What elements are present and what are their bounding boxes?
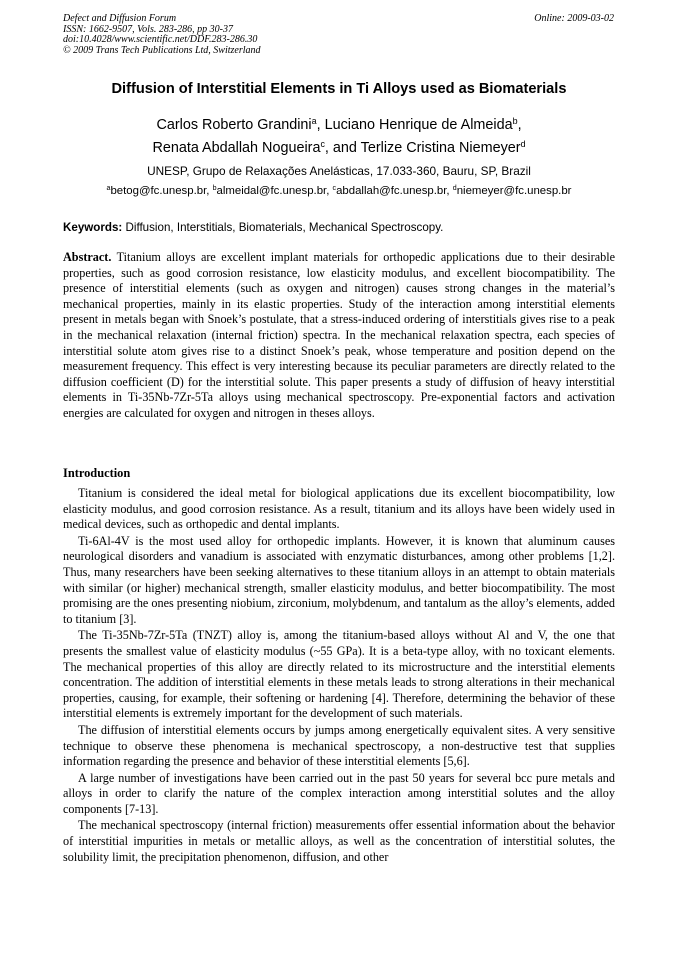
- paper-title: Diffusion of Interstitial Elements in Ti Alloys used as Biomaterials: [111, 81, 567, 97]
- keywords-text: Diffusion, Interstitials, Biomaterials, Mechanical Spectroscopy.: [122, 221, 444, 234]
- email-address: almeidal@fc.unesp.br,: [216, 185, 330, 197]
- author-superscript: a: [311, 116, 317, 127]
- author-name: Luciano Henrique de Almeida: [324, 117, 513, 133]
- author-superscript: b: [512, 116, 518, 127]
- section-heading-introduction: Introduction: [63, 466, 131, 480]
- author-name: Renata Abdallah Nogueira: [152, 140, 321, 156]
- author-line-1: Carlos Roberto Grandini$^a$, Luciano Henrique de Almeida$^b$,: [156, 116, 522, 133]
- author-superscript: d: [520, 139, 526, 150]
- paragraph: Titanium is considered the ideal metal for biological applications due its excellent biocompatibility, low elasticity modulus, and good corrosion resistance. As a result, titanium and its alloys have been widely used in medical devices, such as orthopedic and dental implants.: [63, 486, 615, 532]
- keywords: [63, 221, 615, 234]
- abstract-text: Titanium alloys are excellent implant materials for orthopedic applications due to their desirable properties, such as good corrosion resistance, low elasticity modulus, and excellent biocompatibility. The presence of interstitial elements (such as oxygen and nitrogen) causes strong changes in the material’s mechanical properties, mainly in its elastic properties. Study of the interaction among interstitial elements present in metals began with Snoek’s postulate, that a stress-induced ordering of interstitials gives rise to a peak in the mechanical relaxation (internal friction) spectra. In the mechanical relaxation spectra, each species of interstitial solute atom gives rise to a distinct Snoek’s peak, whose temperature and position depend on the measurement frequency. This effect is very interesting because its peculiar parameters are directly related to the diffusion coefficient (D) for the interstitial solute. This paper presents a study of diffusion of heavy interstitial elements in Ti-35Nb-7Zr-5Ta alloys using mechanical spectroscopy. Pre-exponential factors and activation energies are calculated for oxygen and nitrogen in theses alloys.: [63, 250, 615, 420]
- author-emails: $^a$betog@fc.unesp.br, $^b$almeidal@fc.unesp.br, $^c$abdallah@fc.unesp.br, $^d$niemeyer@fc.unesp.br: [106, 185, 572, 197]
- keywords-label: Keywords:: [63, 221, 123, 234]
- paragraph: The Ti-35Nb-7Zr-5Ta (TNZT) alloy is, among the titanium-based alloys without Al and V, the one that presents the smallest value of elasticity modulus (~55 GPa). It is a beta-type alloy, with no toxicant elements. The mechanical properties of this alloy are directly related to its microstructure and the interstitial elements concentration. The addition of interstitial elements in these metals leads to strong alterations in their mechanical properties, causing, for example, their softening or hardening [4]. Therefore, determining the behavior of these interstitial elements is extremely important for the development of such materials.: [63, 628, 615, 721]
- email-address: niemeyer@fc.unesp.br: [456, 185, 572, 197]
- author-line-2: Renata Abdallah Nogueira$^c$, and Terlize Cristina Niemeyer$^d$: [152, 139, 526, 156]
- abstract: [63, 250, 615, 423]
- email-address: abdallah@fc.unesp.br,: [336, 185, 450, 197]
- paragraph: The mechanical spectroscopy (internal friction) measurements offer essential information about the behavior of interstitial impurities in metals or metallic alloys, as well as the concentration of interstitial solutes, the solubility limit, the precipitation phenomenon, diffusion, and other: [63, 818, 615, 864]
- copyright-line: © 2009 Trans Tech Publications Ltd, Switzerland: [63, 44, 261, 56]
- paragraph: Ti-6Al-4V is the most used alloy for orthopedic implants. However, it is known that aluminum causes neurological disorders and vanadium is associated with enzymatic disturbances, among other problems [1,2]. Thus, many researchers have been seeking alternatives to these titanium alloys in an attempt to obtain materials with similar (or higher) mechanical strength, smaller elasticity modulus, and better biocompatibility. The most promising are the ones presenting niobium, zirconium, molybdenum, and tantalum as the alloy’s elements, added to titanium [3].: [63, 533, 615, 626]
- author-superscript: c: [320, 139, 325, 150]
- author-name: Carlos Roberto Grandini: [156, 117, 312, 133]
- paragraph: The diffusion of interstitial elements occurs by jumps among energetically equivalent sites. A very sensitive technique to observe these phenomena is mechanical spectroscopy, a non-destructive test that supplies information regarding the presence and behavior of these interstitial elements [5,6].: [63, 722, 615, 769]
- issn-line: ISSN: 1662-9507, Vols. 283-286, pp 30-37: [63, 23, 233, 35]
- author-name: Terlize Cristina Niemeyer: [360, 140, 521, 156]
- email-address: betog@fc.unesp.br,: [110, 185, 210, 197]
- paragraph: A large number of investigations have been carried out in the past 50 years for several bcc pure metals and alloys in order to clarify the nature of the complex interaction among interstitial solutes and the alloy components [7-13].: [63, 770, 615, 816]
- doi-line: doi:10.4028/www.scientific.net/DDF.283-286.30: [63, 34, 258, 46]
- abstract-label: Abstract.: [63, 250, 112, 264]
- journal-header: [63, 14, 261, 56]
- affiliation: UNESP, Grupo de Relaxações Anelásticas, 17.033-360, Bauru, SP, Brazil: [147, 164, 531, 178]
- online-date: Online: 2009-03-02: [534, 13, 614, 24]
- introduction-body: [63, 486, 615, 866]
- journal-name: Defect and Diffusion Forum: [63, 13, 177, 24]
